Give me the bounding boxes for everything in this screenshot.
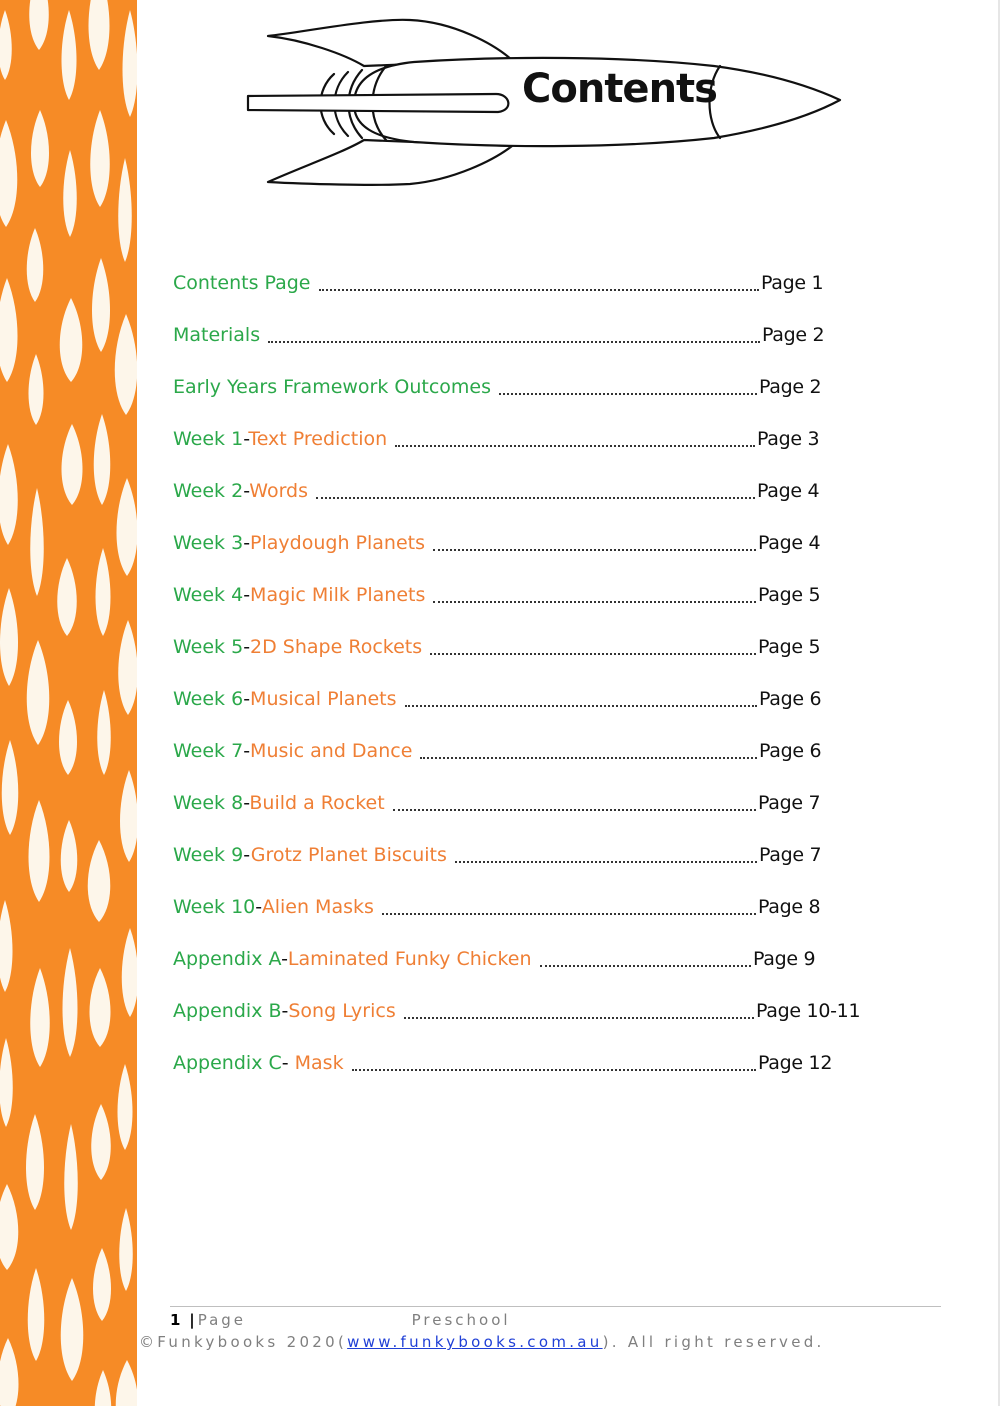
toc-entry-label — [173, 1046, 344, 1080]
toc-entry-dash: - — [243, 584, 251, 606]
toc-page-number: Page 5 — [758, 584, 821, 606]
toc-entry-topic: Grotz Planet Biscuits — [250, 844, 447, 866]
toc-entry[interactable] — [173, 318, 873, 370]
toc-entry-label — [173, 942, 532, 976]
footer-page-number: 1 — [170, 1311, 182, 1329]
toc-entry-prefix: Appendix B — [173, 1000, 282, 1022]
raindrop-shape — [31, 110, 49, 187]
toc-entry-label — [173, 422, 387, 456]
footer-copyright — [139, 1333, 825, 1351]
toc-page-number: Page 4 — [758, 532, 821, 554]
toc-entry-label — [173, 318, 260, 352]
raindrop-shape — [117, 478, 138, 576]
toc-page-number: Page 9 — [753, 948, 816, 970]
raindrop-shape — [30, 488, 44, 596]
toc-page-number: Page 2 — [762, 324, 825, 346]
toc-page-number: Page 4 — [757, 480, 820, 502]
raindrop-shape — [2, 740, 19, 835]
toc-page-number: Page 10-11 — [756, 1000, 861, 1022]
toc-dot-leader — [499, 393, 757, 395]
raindrop-shape — [26, 1114, 44, 1210]
toc-dot-leader — [319, 289, 759, 291]
raindrop-shape — [62, 424, 83, 505]
toc-dot-leader — [404, 1017, 754, 1019]
raindrop-shape — [62, 10, 77, 100]
toc-entry[interactable] — [173, 786, 873, 838]
footer-page-word: Page — [197, 1311, 247, 1329]
toc-entry-label — [173, 578, 425, 612]
raindrop-shape — [29, 354, 44, 425]
toc-entry-label — [173, 526, 425, 560]
raindrop-shape — [91, 1104, 111, 1180]
toc-dot-leader — [430, 653, 756, 655]
toc-entry-topic: Song Lyrics — [288, 1000, 396, 1022]
toc-entry-prefix: Week 8 — [173, 792, 244, 814]
decorative-side-band — [0, 0, 137, 1406]
raindrop-shape — [122, 928, 137, 1017]
raindrop-shape — [30, 968, 50, 1067]
toc-entry[interactable] — [173, 682, 873, 734]
raindrop-shape — [61, 1278, 84, 1381]
raindrop-shape — [60, 298, 83, 382]
raindrop-shape — [63, 948, 78, 1057]
toc-entry-prefix: Early Years Framework Outcomes — [173, 376, 492, 398]
raindrop-shape — [63, 150, 77, 237]
toc-dot-leader — [420, 757, 757, 759]
footer-separator: | — [189, 1311, 198, 1329]
toc-entry-label — [173, 682, 397, 716]
raindrop-shape — [61, 820, 78, 892]
toc-entry-dash: - — [243, 480, 250, 502]
toc-entry[interactable] — [173, 890, 873, 942]
toc-entry-topic: 2D Shape Rockets — [250, 636, 423, 658]
page-title: Contents — [522, 66, 717, 112]
toc-entry-dash: - — [243, 844, 251, 866]
toc-entry-topic: Words — [249, 480, 309, 502]
toc-entry[interactable] — [173, 370, 873, 422]
raindrop-shape — [118, 1064, 133, 1150]
funkybooks-link[interactable]: www.funkybooks.com.au — [347, 1333, 603, 1351]
toc-entry-prefix: Week 3 — [173, 532, 244, 554]
toc-entry-dash: - — [243, 532, 251, 554]
raindrop-shape — [88, 840, 111, 922]
raindrop-shape — [0, 900, 13, 992]
raindrop-shape — [90, 968, 111, 1047]
toc-page-number: Page 7 — [758, 792, 821, 814]
raindrop-shape — [27, 228, 44, 302]
toc-entry[interactable] — [173, 734, 873, 786]
toc-entry-prefix: Week 5 — [173, 636, 244, 658]
toc-entry-label — [173, 734, 412, 768]
toc-dot-leader — [316, 497, 755, 499]
raindrop-shape — [118, 620, 137, 715]
toc-entry-dash: - — [243, 636, 251, 658]
raindrop-shape — [57, 558, 77, 636]
toc-dot-leader — [395, 445, 755, 447]
raindrop-shape — [28, 1268, 45, 1361]
raindrop-shape — [119, 1208, 133, 1291]
toc-entry-topic: Mask — [288, 1052, 344, 1074]
toc-entry-label — [173, 630, 422, 664]
toc-entry-dash: - — [243, 428, 249, 450]
toc-entry[interactable] — [173, 526, 873, 578]
raindrop-shape — [0, 444, 18, 545]
toc-entry[interactable] — [173, 994, 873, 1046]
toc-dot-leader — [433, 549, 756, 551]
toc-dot-leader — [433, 601, 756, 603]
toc-entry-topic: Musical Planets — [250, 688, 397, 710]
raindrop-shape — [96, 548, 111, 636]
toc-entry-dash: - — [281, 1000, 289, 1022]
toc-entry[interactable] — [173, 422, 873, 474]
toc-entry[interactable] — [173, 838, 873, 890]
toc-entry[interactable] — [173, 578, 873, 630]
toc-entry-prefix: Week 4 — [173, 584, 244, 606]
toc-page-number: Page 3 — [757, 428, 820, 450]
raindrop-shape — [0, 1338, 19, 1406]
raindrop-shape — [0, 10, 12, 80]
toc-page-number: Page 12 — [758, 1052, 833, 1074]
toc-entry-dash: - — [243, 792, 250, 814]
raindrop-shape — [93, 1248, 111, 1321]
toc-entry[interactable] — [173, 474, 873, 526]
toc-page-number: Page 7 — [759, 844, 822, 866]
toc-entry-label — [173, 266, 311, 300]
footer-divider — [170, 1306, 941, 1307]
toc-page-number: Page 6 — [759, 688, 822, 710]
toc-entry-prefix: Week 2 — [173, 480, 244, 502]
toc-entry-topic: Playdough Planets — [250, 532, 425, 554]
toc-entry-label — [173, 474, 308, 508]
toc-entry-topic: Text Prediction — [248, 428, 388, 450]
raindrop-shape — [59, 700, 77, 775]
toc-page-number: Page 6 — [759, 740, 822, 762]
toc-dot-leader — [455, 861, 757, 863]
raindrop-pattern — [0, 0, 137, 1406]
raindrop-shape — [95, 1370, 112, 1406]
toc-entry-prefix: Week 10 — [173, 896, 256, 918]
raindrop-shape — [0, 588, 18, 686]
toc-page-number: Page 5 — [758, 636, 821, 658]
toc-entry-prefix: Week 9 — [173, 844, 244, 866]
toc-entry-label — [173, 838, 447, 872]
toc-entry-label — [173, 786, 385, 820]
toc-entry-label — [173, 890, 374, 924]
toc-entry-prefix: Appendix C — [173, 1052, 282, 1074]
toc-page-number: Page 1 — [761, 272, 824, 294]
toc-dot-leader — [540, 965, 751, 967]
toc-entry-dash: - — [281, 948, 288, 970]
toc-entry-prefix: Week 6 — [173, 688, 244, 710]
toc-entry[interactable] — [173, 942, 873, 994]
toc-entry-prefix: Week 1 — [173, 428, 244, 450]
raindrop-shape — [115, 314, 137, 415]
toc-dot-leader — [393, 809, 756, 811]
toc-entry-topic: Alien Masks — [261, 896, 374, 918]
raindrop-shape — [97, 690, 111, 775]
toc-entry-prefix: Appendix A — [173, 948, 282, 970]
table-of-contents — [173, 266, 873, 1098]
raindrop-shape — [120, 770, 137, 862]
raindrop-shape — [90, 110, 110, 207]
toc-entry[interactable] — [173, 266, 873, 318]
toc-entry[interactable] — [173, 630, 873, 682]
raindrop-shape — [92, 258, 110, 352]
toc-page-number: Page 8 — [758, 896, 821, 918]
footer-section: Preschool — [411, 1311, 511, 1329]
copyright-suffix: ). All right reserved. — [602, 1333, 825, 1351]
toc-dot-leader — [352, 1069, 756, 1071]
raindrop-shape — [0, 120, 17, 227]
copyright-prefix: ©Funkybooks 2020( — [139, 1333, 348, 1351]
toc-dot-leader — [382, 913, 756, 915]
raindrop-shape — [123, 10, 138, 117]
raindrop-shape — [94, 414, 111, 505]
raindrop-shape — [0, 278, 18, 382]
toc-entry-prefix: Contents Page — [173, 272, 311, 294]
raindrop-shape — [27, 640, 50, 745]
toc-entry-prefix: Materials — [173, 324, 261, 346]
raindrop-shape — [0, 1184, 18, 1270]
raindrop-shape — [89, 0, 110, 70]
footer-page-info — [170, 1311, 511, 1329]
toc-entry-topic: Music and Dance — [250, 740, 413, 762]
raindrop-shape — [29, 800, 50, 902]
toc-page-number: Page 2 — [759, 376, 822, 398]
toc-entry-label — [173, 994, 396, 1028]
toc-entry-topic: Laminated Funky Chicken — [287, 948, 532, 970]
toc-entry-dash: - — [281, 1052, 289, 1074]
raindrop-shape — [116, 1360, 137, 1406]
toc-dot-leader — [405, 705, 757, 707]
toc-dot-leader — [268, 341, 760, 343]
raindrop-shape — [118, 158, 132, 262]
toc-entry-topic: Magic Milk Planets — [250, 584, 426, 606]
toc-entry-dash: - — [243, 688, 251, 710]
toc-entry-prefix: Week 7 — [173, 740, 244, 762]
toc-entry-dash: - — [255, 896, 262, 918]
toc-entry[interactable] — [173, 1046, 873, 1098]
raindrop-shape — [64, 1124, 78, 1230]
toc-entry-dash: - — [243, 740, 251, 762]
toc-entry-topic: Build a Rocket — [249, 792, 385, 814]
toc-entry-label — [173, 370, 491, 404]
raindrop-shape — [29, 0, 49, 50]
raindrop-shape — [0, 1038, 13, 1127]
